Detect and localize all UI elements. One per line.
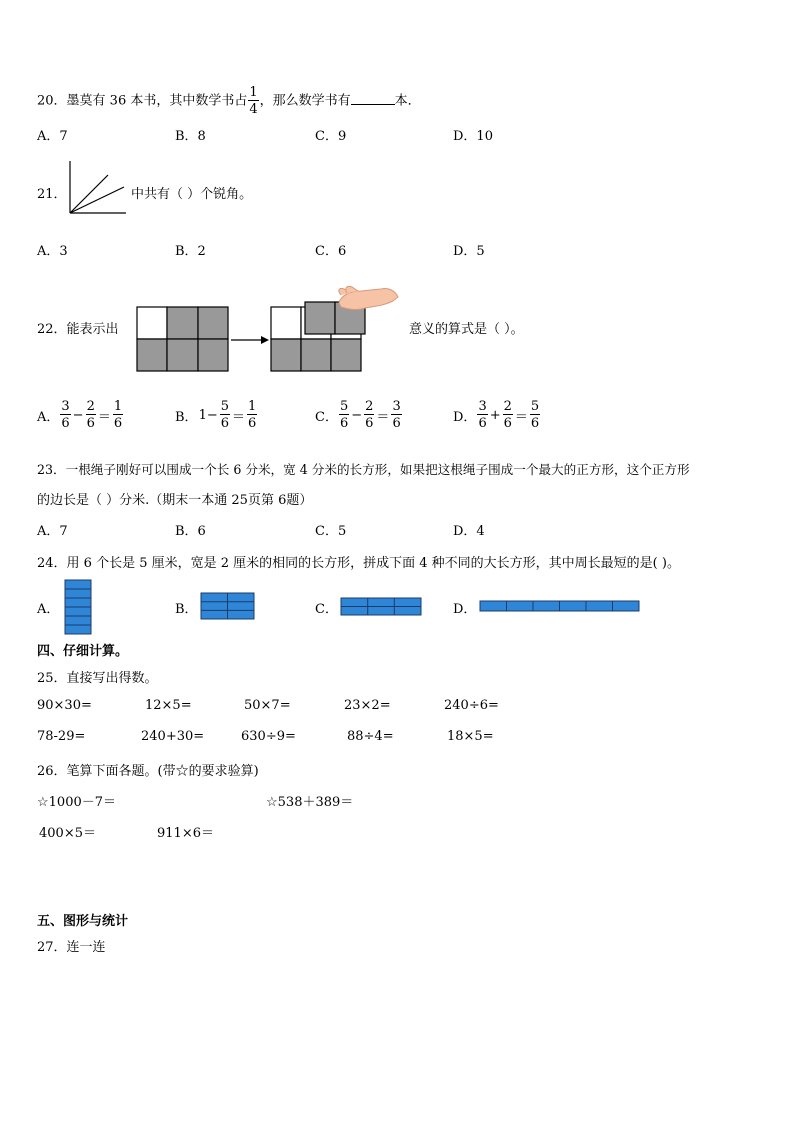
q25-r1-c4: 23×2= <box>344 698 391 713</box>
q22-prefix: 22．能表示出 <box>37 322 119 337</box>
q20-option-a[interactable]: A．7 <box>37 129 68 144</box>
q22-operator: ＝ <box>97 409 111 425</box>
q24-option-a-label[interactable]: A． <box>37 602 60 617</box>
q23-option-d[interactable]: D．4 <box>453 524 485 539</box>
q22-fraction <box>503 400 513 430</box>
q22-option-b[interactable] <box>175 400 258 430</box>
q23-option-a[interactable]: A．7 <box>37 524 68 539</box>
q21-text: 中共有（ ）个锐角。 <box>131 187 253 202</box>
q22-fraction <box>113 400 123 430</box>
q26-r1-c2: ☆538＋389＝ <box>266 795 354 810</box>
q25-r2-c3: 630÷9= <box>241 729 296 744</box>
q20-option-d[interactable]: D．10 <box>453 129 493 144</box>
q22-fraction <box>530 400 540 430</box>
q24-text: 24．用 6 个长是 5 厘米，宽是 2 厘米的相同的长方形，拼成下面 4 种不同的大长方形，其中周长最短的是( )。 <box>37 556 680 571</box>
q24-option-c-label[interactable]: C． <box>315 602 338 617</box>
q21-option-d[interactable]: D．5 <box>453 244 485 259</box>
q22-option-label: D． <box>453 409 477 425</box>
q25-r2-c4: 88÷4= <box>347 729 394 744</box>
q22-option-d[interactable] <box>453 400 541 430</box>
q23-option-b[interactable]: B．6 <box>175 524 206 539</box>
q24-option-d-figure <box>480 601 640 612</box>
q22-operator: − <box>351 407 363 423</box>
q20-option-c[interactable]: C．9 <box>315 129 347 144</box>
q20-fraction: $\frac{1}{4}$ <box>249 85 258 117</box>
fraction-denominator: 6 <box>248 416 257 431</box>
q24-option-b-figure <box>201 593 255 620</box>
fraction-denominator: 6 <box>113 416 123 431</box>
q21-option-a[interactable]: A．3 <box>37 244 68 259</box>
fraction-denominator: 6 <box>86 416 95 431</box>
q22-option-c[interactable] <box>315 400 403 430</box>
q20-suffix-b: 本． <box>394 93 421 109</box>
q20-prefix: 20．墨莫有 36 本书，其中数学书占 <box>37 93 248 109</box>
q23-option-c[interactable]: C．5 <box>315 524 347 539</box>
q22-option-label: A． <box>37 409 60 425</box>
q26-r1-c1: ☆1000－7＝ <box>37 795 117 810</box>
q22-fraction <box>60 400 70 430</box>
q22-suffix: 意义的算式是（ ）。 <box>409 322 524 337</box>
q25-r1-c3: 50×7= <box>244 698 291 713</box>
q24-option-c-figure <box>341 598 422 616</box>
q22-option-label: C． <box>315 409 338 425</box>
fraction-numerator: 3 <box>61 399 70 414</box>
q22-option-label: B． <box>175 409 198 425</box>
q25-r2-c1: 78-29= <box>37 729 86 744</box>
q22-fraction <box>220 400 230 430</box>
q25-title: 25．直接写出得数。 <box>37 671 158 686</box>
q24-option-d-label[interactable]: D． <box>453 602 477 617</box>
fraction-denominator: 6 <box>530 416 540 431</box>
fraction-denominator: 6 <box>61 416 70 431</box>
fraction-numerator: 5 <box>339 399 349 414</box>
q25-r2-c5: 18×5= <box>447 729 494 744</box>
q22-fraction-figure <box>137 287 399 375</box>
q22-fraction <box>86 400 96 430</box>
q24-option-b-label[interactable]: B． <box>175 602 198 617</box>
q20-option-b[interactable]: B．8 <box>175 129 206 144</box>
q27-title: 27．连一连 <box>37 940 106 955</box>
fraction-numerator: 2 <box>503 399 512 414</box>
fraction-numerator: 3 <box>392 399 401 414</box>
q22-option-a[interactable] <box>37 400 124 430</box>
q20-suffix-a: ，那么数学书有 <box>259 93 351 109</box>
q22-operator: + <box>489 407 501 423</box>
q22-fraction <box>364 400 374 430</box>
q22-fraction <box>247 400 257 430</box>
q22-fraction <box>339 400 349 430</box>
q26-r2-c2: 911×6＝ <box>157 826 214 841</box>
fraction-numerator: 2 <box>86 399 95 414</box>
q25-r1-c2: 12×5= <box>145 698 192 713</box>
q21-number: 21． <box>37 187 67 202</box>
fraction-numerator: 1 <box>248 399 257 414</box>
q22-fraction <box>477 400 487 430</box>
q23-line2: 的边长是（ ）分米.（期末一本通 25页第 6题） <box>37 493 313 508</box>
q22-fraction <box>391 400 401 430</box>
q25-r2-c2: 240+30= <box>141 729 205 744</box>
q21-angle-figure <box>68 161 128 216</box>
q20-stem <box>37 86 421 116</box>
fraction-denominator: 6 <box>503 416 512 431</box>
fraction-denominator: 6 <box>478 416 487 431</box>
section5-title: 五、图形与统计 <box>37 914 129 929</box>
q22-operator: ＝ <box>376 409 390 425</box>
q24-option-a-figure <box>65 580 92 634</box>
fraction-numerator: 3 <box>478 399 487 414</box>
q25-r1-c5: 240÷6= <box>444 698 499 713</box>
q25-r1-c1: 90×30= <box>37 698 92 713</box>
q21-option-b[interactable]: B．2 <box>175 244 206 259</box>
q26-title: 26．笔算下面各题。(带☆的要求验算) <box>37 764 259 779</box>
fraction-denominator: 6 <box>339 416 349 431</box>
q23-line1: 23．一根绳子刚好可以围成一个长 6 分米，宽 4 分米的长方形，如果把这根绳子围成一个最大的正方形，这个正方形 <box>37 462 690 477</box>
fraction-numerator: 1 <box>113 399 123 414</box>
fraction-numerator: 5 <box>530 399 540 414</box>
q22-operator: ＝ <box>232 409 246 425</box>
fraction-numerator: 5 <box>220 399 230 414</box>
q22-operator: − <box>72 407 84 423</box>
q22-operator: ＝ <box>514 409 528 425</box>
section4-title: 四、仔细计算。 <box>37 644 129 659</box>
fraction-denominator: 6 <box>365 416 374 431</box>
fraction-denominator: 6 <box>392 416 401 431</box>
fraction-denominator: 6 <box>220 416 230 431</box>
q20-answer-blank[interactable] <box>351 92 395 105</box>
q26-r2-c1: 400×5＝ <box>39 826 96 841</box>
q22-operator: 1− <box>198 407 218 423</box>
q21-option-c[interactable]: C．6 <box>315 244 347 259</box>
fraction-numerator: 2 <box>365 399 374 414</box>
